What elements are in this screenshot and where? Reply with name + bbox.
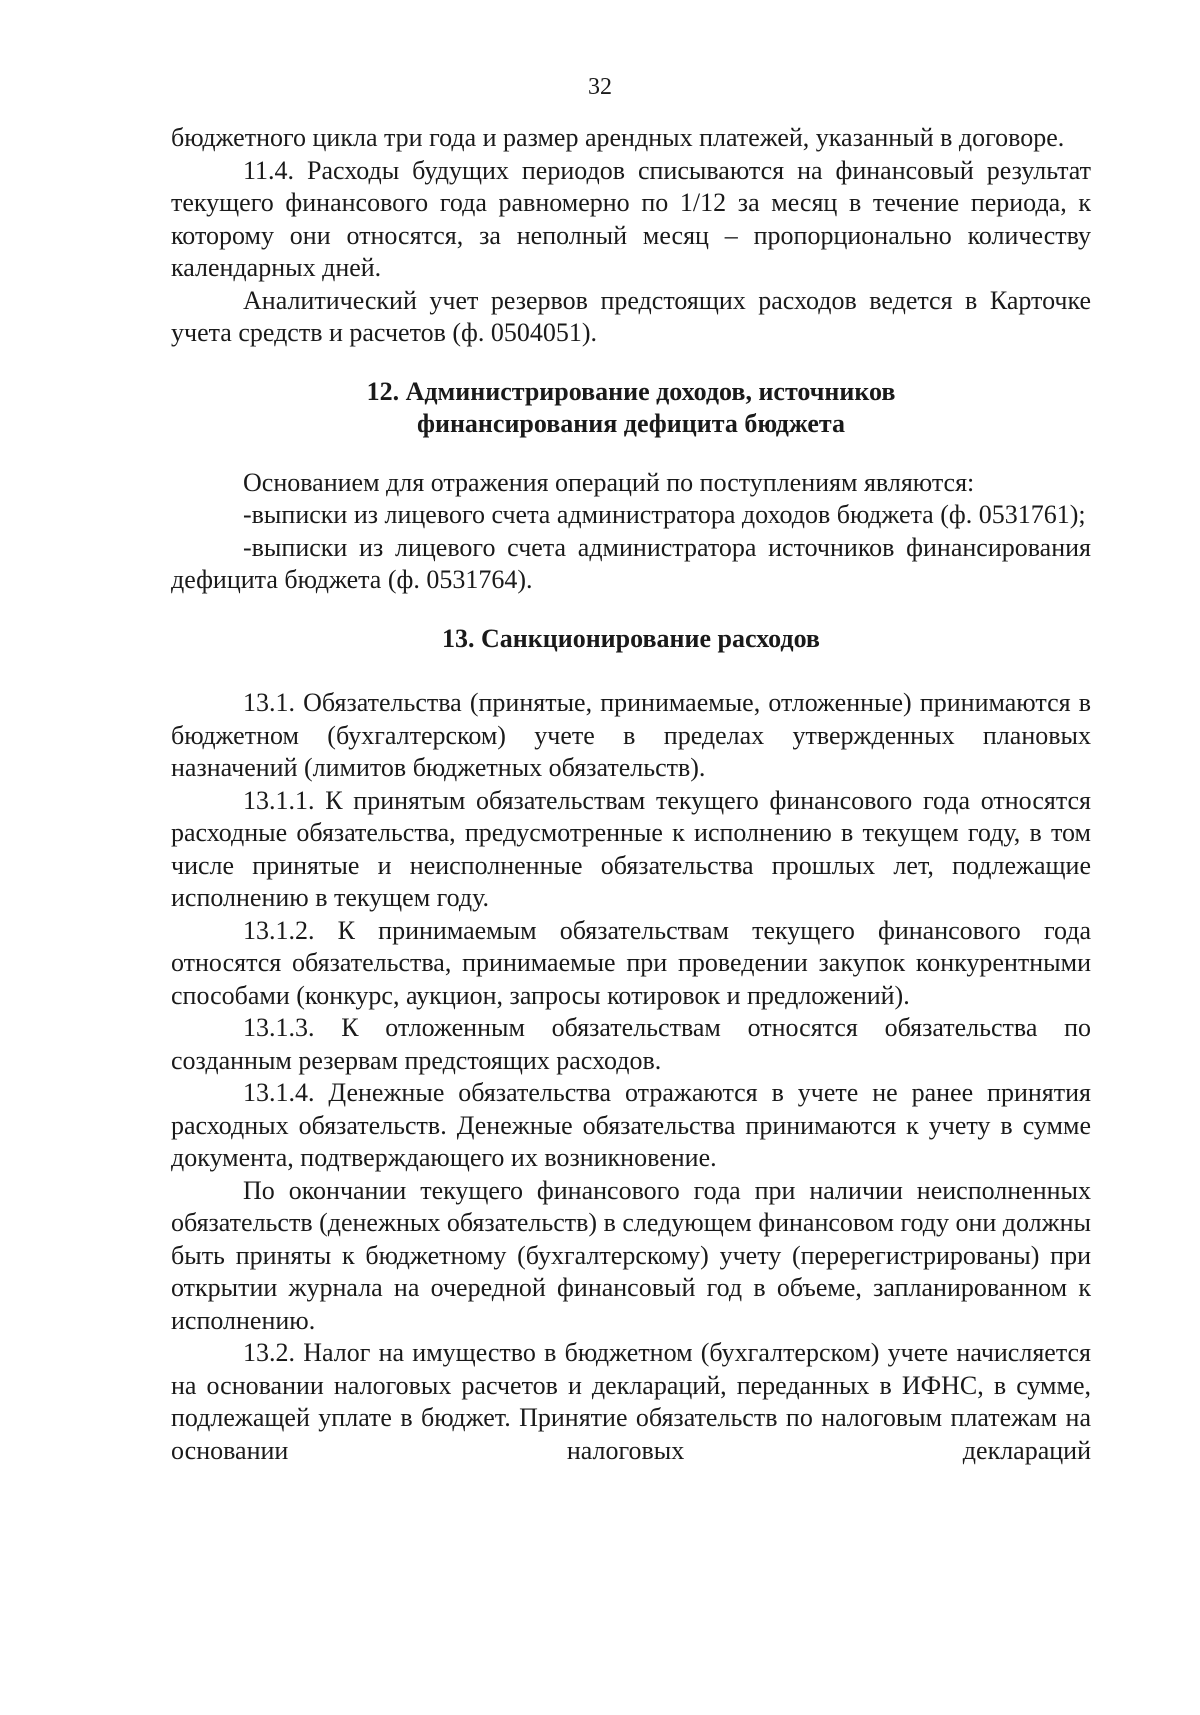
- paragraph-13-1-3: 13.1.3. К отложенным обязательствам относятся обязательства по созданным резервам предстоящих расходов.: [171, 1013, 1091, 1075]
- list-item-sources-statement: -выписки из лицевого счета администратора источников финансирования дефицита бюджета (ф. 0531764).: [171, 532, 1091, 594]
- section-heading-13: 13. Санкционирование расходов: [442, 623, 820, 653]
- paragraph-11-4: 11.4. Расходы будущих периодов списываются на финансовый результат текущего финансового года равномерно по 1/12 за месяц в течение периода, к которому они относятся, за неполный месяц – пропорционально количеству календарных дней.: [171, 155, 1091, 282]
- page-number: 32: [588, 74, 612, 100]
- paragraph-13-1-4: 13.1.4. Денежные обязательства отражаются в учете не ранее принятия расходных обязательств. Денежные обязательства принимаются к учету в сумме документа, подтверждающего их возникновение.: [171, 1078, 1091, 1172]
- paragraph-analytical-accounting: Аналитический учет резервов предстоящих расходов ведется в Карточке учета средств и расчетов (ф. 0504051).: [171, 285, 1091, 347]
- paragraph-continuation: бюджетного цикла три года и размер арендных платежей, указанный в договоре.: [171, 123, 1065, 152]
- section-heading-12-line1: 12. Администрирование доходов, источников: [366, 376, 896, 406]
- paragraph-13-1-1: 13.1.1. К принятым обязательствам текущего финансового года относятся расходные обязательства, предусмотренные к исполнению в текущем году, в том числе принятые и неисполненные обязательства прошлых лет, подлежащие исполнению в текущем году.: [171, 785, 1091, 912]
- paragraph-13-2: 13.2. Налог на имущество в бюджетном (бухгалтерском) учете начисляется на основании налоговых расчетов и деклараций, переданных в ИФНС, в сумме, подлежащей уплате в бюджет. Принятие обязательств по налоговым платежам на основании налоговых деклараций: [171, 1338, 1091, 1465]
- section-heading-12-line2: финансирования дефицита бюджета: [416, 409, 846, 438]
- section-heading-12: [171, 376, 1091, 441]
- paragraph-basis: Основанием для отражения операций по поступлениям являются:: [243, 467, 975, 497]
- list-item-revenue-statement: -выписки из лицевого счета администратора доходов бюджета (ф. 0531761);: [243, 500, 1086, 529]
- paragraph-year-end: По окончании текущего финансового года при наличии неисполненных обязательств (денежных обязательств) в следующем финансовом году они должны быть приняты к бюджетному (бухгалтерскому) учету (перерегистрированы) при открытии журнала на очередной финансовый год в объеме, запланированном к исполнению.: [171, 1175, 1091, 1335]
- paragraph-13-1: 13.1. Обязательства (принятые, принимаемые, отложенные) принимаются в бюджетном (бухгалтерском) учете в пределах утвержденных плановых назначений (лимитов бюджетных обязательств).: [171, 688, 1091, 782]
- document-body: [171, 122, 1091, 1467]
- paragraph-13-1-2: 13.1.2. К принимаемым обязательствам текущего финансового года относятся обязательства, принимаемые при проведении закупок конкурентными способами (конкурс, аукцион, запросы котировок и предложений).: [171, 915, 1091, 1010]
